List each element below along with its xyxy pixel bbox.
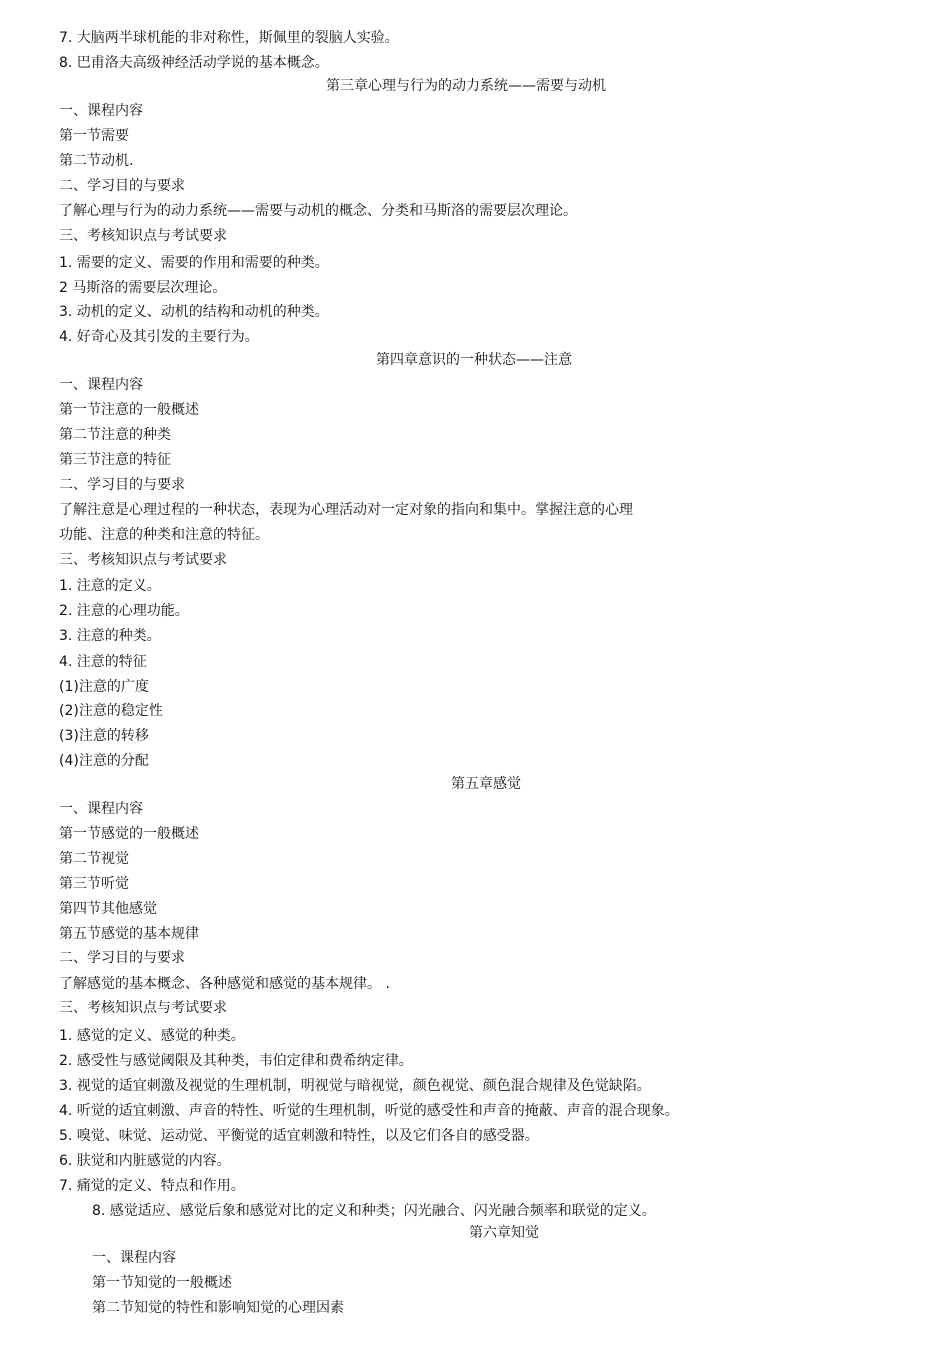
text-line: 一、课程内容: [92, 1250, 176, 1266]
text-line: 第二节知觉的特性和影响知觉的心理因素: [92, 1300, 344, 1316]
text-line: (1)注意的广度: [59, 679, 149, 695]
text-line: 第二节注意的种类: [59, 427, 171, 443]
text-line: (2)注意的稳定性: [59, 703, 163, 719]
text-line: 4. 注意的特征: [59, 654, 147, 670]
text-line: 3. 注意的种类。: [59, 628, 161, 644]
text-line: 二、学习目的与要求: [59, 477, 185, 493]
text-line: 三、考核知识点与考试要求: [59, 1000, 227, 1016]
text-line: 2. 注意的心理功能。: [59, 603, 189, 619]
text-line: 1. 需要的定义、需要的作用和需要的种类。: [59, 255, 329, 271]
text-line: 一、课程内容: [59, 801, 143, 817]
text-line: 第一节需要: [59, 128, 129, 144]
text-line: 一、课程内容: [59, 103, 143, 119]
text-line: 二、学习目的与要求: [59, 950, 185, 966]
text-line: 二、学习目的与要求: [59, 178, 185, 194]
text-line: 第五节感觉的基本规律: [59, 926, 199, 942]
text-line: 了解注意是心理过程的一种状态，表现为心理活动对一定对象的指向和集中。掌握注意的心理: [59, 502, 633, 518]
text-line: 第一节注意的一般概述: [59, 402, 199, 418]
text-line: 2 马斯洛的需要层次理论。: [59, 280, 227, 296]
text-line: 第三节听觉: [59, 876, 129, 892]
text-line: 1. 注意的定义。: [59, 578, 161, 594]
text-line: 三、考核知识点与考试要求: [59, 228, 227, 244]
text-line: 第四节其他感觉: [59, 901, 157, 917]
text-line: (3)注意的转移: [59, 728, 149, 744]
text-line: 4. 听觉的适宜刺激、声音的特性、听觉的生理机制，听觉的感受性和声音的掩蔽、声音的混合现象。: [59, 1103, 679, 1119]
text-line: 第一节知觉的一般概述: [92, 1275, 232, 1291]
text-line: 第二节动机.: [59, 153, 134, 169]
text-line: 6. 肤觉和内脏感觉的内容。: [59, 1153, 231, 1169]
text-line: 第一节感觉的一般概述: [59, 826, 199, 842]
text-line: 3. 动机的定义、动机的结构和动机的种类。: [59, 304, 329, 320]
text-line: 7. 痛觉的定义、特点和作用。: [59, 1178, 245, 1194]
text-line: 第三节注意的特征: [59, 452, 171, 468]
text-line: 三、考核知识点与考试要求: [59, 552, 227, 568]
chapter-heading: 第五章感觉: [451, 776, 521, 792]
text-line: 7. 大脑两半球机能的非对称性，斯佩里的裂脑人实验。: [59, 30, 399, 46]
text-line: 4. 好奇心及其引发的主要行为。: [59, 329, 259, 345]
text-line: 1. 感觉的定义、感觉的种类。: [59, 1028, 245, 1044]
chapter-heading: 第三章心理与行为的动力系统——需要与动机: [326, 78, 606, 94]
text-line: 第二节视觉: [59, 851, 129, 867]
text-line: 一、课程内容: [59, 377, 143, 393]
text-line: 3. 视觉的适宜刺激及视觉的生理机制，明视觉与暗视觉，颜色视觉、颜色混合规律及色觉缺陷。: [59, 1078, 651, 1094]
text-line: 8. 巴甫洛夫高级神经活动学说的基本概念。: [59, 55, 329, 71]
text-line: (4)注意的分配: [59, 753, 149, 769]
chapter-heading: 第六章知觉: [469, 1225, 539, 1241]
text-line: 2. 感受性与感觉阈限及其种类，韦伯定律和费希纳定律。: [59, 1053, 413, 1069]
text-line: 了解心理与行为的动力系统——需要与动机的概念、分类和马斯洛的需要层次理论。: [59, 203, 577, 219]
text-line: 了解感觉的基本概念、各种感觉和感觉的基本规律。 .: [59, 976, 390, 992]
text-line: 功能、注意的种类和注意的特征。: [59, 527, 269, 543]
chapter-heading: 第四章意识的一种状态——注意: [376, 352, 572, 368]
text-line: 5. 嗅觉、味觉、运动觉、平衡觉的适宜刺激和特性，以及它们各自的感受器。: [59, 1128, 539, 1144]
text-line: 8. 感觉适应、感觉后象和感觉对比的定义和种类；闪光融合、闪光融合频率和联觉的定义。: [92, 1203, 656, 1219]
